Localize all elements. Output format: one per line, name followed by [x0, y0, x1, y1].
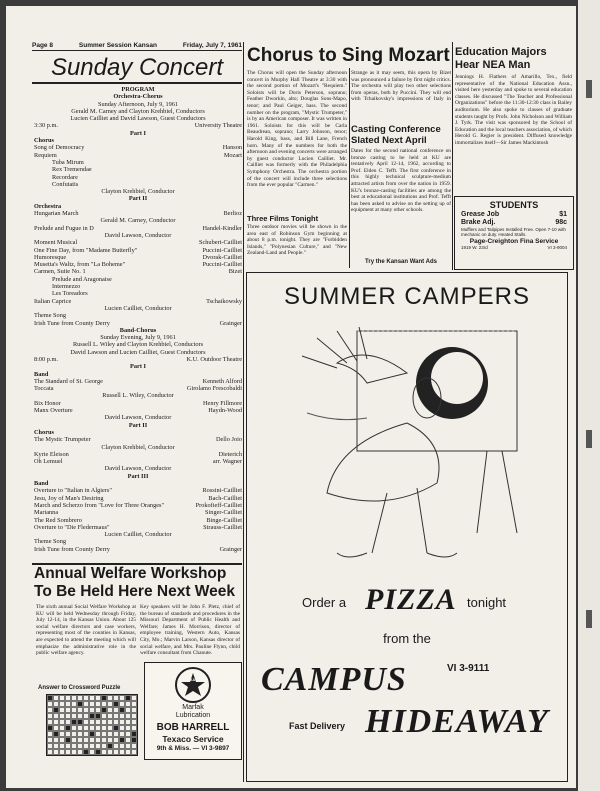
section-conductor: Russell L. Wiley, Conductor: [102, 392, 174, 400]
program-conductors: Gerald M. Carney and Clayton Krehbiel, Conductors: [71, 107, 205, 115]
summer-campers-ad: [246, 272, 568, 782]
students-row-1: [455, 210, 573, 219]
students-small: Mufflers and Tailpipes Installed Free. Open 7-10 with mechanic on duty. Heated Stalls.: [461, 227, 566, 238]
program-time-place: [34, 356, 242, 363]
section-conductor: Lucien Cailliet, Conductor: [104, 531, 172, 539]
program-item: [34, 254, 242, 261]
texaco-address: 9th & Miss. — VI 3-9897: [156, 745, 230, 752]
texaco-service: Texaco Service: [162, 734, 224, 744]
tonight-text: tonight: [467, 595, 507, 610]
program-guest-conductors: Lucien Cailliet and David Lawson, Guest Conductors: [70, 115, 206, 123]
section-heading: Band: [34, 480, 49, 488]
program-movement: Les Toreadors: [52, 290, 88, 298]
section-conductor: Clayton Krehbiel, Conductor: [101, 188, 175, 196]
program-composer: Hanson: [222, 144, 242, 152]
program-composer: Strauss-Cailliet: [203, 523, 242, 531]
program-conductors: Russell L. Wiley and Clayton Krehbiel, Conductors: [72, 341, 204, 349]
program-piece: The Standard of St. George: [34, 377, 103, 385]
part-heading: Part I: [130, 363, 146, 371]
welfare-headline-2: To Be Held Here Next Week: [34, 583, 235, 600]
section-conductor: Gerald M. Carney, Conductor: [100, 217, 176, 225]
texaco-line1: Marfak: [182, 704, 204, 711]
program-piece: Kyrie Eleison: [34, 450, 69, 458]
program-item: [34, 487, 242, 494]
program-composer: Mozart: [223, 151, 242, 159]
program-piece: Song of Democracy: [34, 144, 85, 152]
program-piece: Requiem: [34, 151, 57, 159]
program-piece: Musetta's Waltz, from "La Boheme": [34, 261, 126, 269]
program-piece: Humoresque: [34, 253, 67, 261]
students-title: STUDENTS: [489, 200, 539, 210]
program-composer: Berlioz: [223, 210, 242, 218]
program-label: PROGRAM: [121, 86, 155, 93]
program-composer: Puccini-Cailliet: [202, 246, 242, 254]
program-item: [34, 451, 242, 458]
program-subtitle: Band-Chorus: [119, 326, 157, 334]
texaco-brand: TEXACO: [184, 677, 202, 682]
program-composer: Tschaikowsky: [206, 297, 242, 305]
program-piece: March and Scherzo from "Love for Three Oranges": [34, 501, 165, 509]
part-heading: Part I: [130, 129, 146, 137]
casting-text: Dates for the second national conference on bronze casting to be held at KU are tentatively April 12-14, 1962, according to Prof. Elden C. Tefft. The first conference in this highly technical sculpture-medium attracted artists from over the nation in 1959. KU's bronze-casting facilities are among the best at educational institutions and Prof. Tefft has been asked to advise on the setting up of equipment at many other schools.: [351, 148, 451, 214]
program-composer: Henry Fillmore: [203, 399, 242, 407]
program-item: [34, 320, 242, 327]
program-piece: Manx Overture: [34, 407, 73, 415]
page-header: [32, 42, 242, 51]
section-heading: Chorus: [34, 428, 54, 436]
delivery-text: Fast Delivery: [289, 721, 346, 731]
program-piece: Carmen, Suite No. 1: [34, 268, 86, 276]
program-movement: Confutatis: [52, 180, 79, 188]
students-phone: VI 3-9004: [547, 245, 567, 251]
films-text: Three outdoor movies will be shown in the area east of Robinson Gym beginning at about 8 p.m. tonight. They are "Forbidden Islands," "Polynesian Culture," and "New Zealand-Land and People.": [247, 224, 347, 257]
part-heading: Part II: [128, 421, 148, 429]
students-row-2-item: Brake Adj.: [461, 219, 496, 226]
program-movement: Intermezzo: [52, 283, 81, 291]
pizza-text: PIZZA: [365, 583, 457, 616]
crossword-grid: [46, 694, 138, 756]
section-heading: Band: [34, 370, 49, 378]
crossword-cell: [131, 749, 137, 755]
casting-headline: Casting Conference Slated Next April: [351, 124, 441, 146]
program-item: [34, 502, 242, 509]
program-item: [34, 407, 242, 414]
program-movement: Rex Tremendae: [52, 166, 92, 174]
concert-program: [34, 86, 242, 553]
program-place: University Theatre: [194, 122, 242, 130]
program-composer: Singer-Cailliet: [205, 509, 242, 517]
program-item: [34, 298, 242, 305]
column-rule-3: [452, 42, 453, 270]
program-composer: Grainger: [219, 319, 242, 327]
program-movement: Prelude and Aragonaise: [52, 275, 112, 283]
program-composer: Girolamo Frescobaldi: [186, 385, 242, 393]
welfare-col-2: Key speakers will be John F. Pletz, chief of the bureau of standards and procedures in the Missouri Department of Public Health and Welfare; James H. Morrison, director of employee training, Western Auto, Kansas City, Mo.; Marvin Larson, Kansas director of social welfare, and Mrs. Pauline Flynn, child welfare consultant from Chanute.: [140, 604, 240, 657]
program-composer: Bach-Cailliet: [208, 494, 242, 502]
edge-mark: [586, 80, 592, 98]
program-piece: Jesu, Joy of Man's Desiring: [34, 494, 104, 502]
program-composer: Grainger: [219, 545, 242, 553]
students-row-1-item: Grease Job: [461, 211, 500, 218]
summer-title: SUMMER CAMPERS: [283, 283, 531, 310]
program-composer: Haydn-Wood: [208, 407, 242, 415]
program-composer: Dvorak-Cailliet: [202, 253, 242, 261]
section-conductor: Lucien Cailliet, Conductor: [104, 304, 172, 312]
program-piece: Toccata: [34, 385, 54, 393]
pizza-phone: VI 3-9111: [447, 663, 490, 674]
section-conductor: David Lawson, Conductor: [104, 465, 172, 473]
program-item: [34, 524, 242, 531]
program-item: [34, 546, 242, 553]
program-movement: Tuba Mirum: [52, 158, 84, 166]
program-piece: Moment Musical: [34, 239, 78, 247]
camper-drawing: [287, 323, 537, 573]
program-item: [34, 210, 242, 217]
students-name: Page-Creighton Fina Service: [469, 238, 559, 246]
program-composer: Bizet: [228, 268, 242, 276]
edge-mark: [586, 610, 592, 628]
program-date: Sunday Evening, July 9, 1961: [100, 334, 176, 342]
program-piece: Irish Tune from County Derry: [34, 545, 110, 553]
program-piece: The Mystic Trumpeter: [34, 436, 91, 444]
column-rule-2: [349, 68, 350, 268]
program-item: [34, 239, 242, 246]
program-composer: Dieterich: [218, 450, 242, 458]
program-item: [34, 400, 242, 407]
students-ad: [454, 196, 574, 270]
program-item: [34, 436, 242, 443]
page-number: Page 8: [32, 42, 53, 49]
program-piece: Oh Lemuel: [34, 458, 63, 466]
program-piece: Bix Honor: [34, 399, 61, 407]
program-composer: Puccini-Cailliet: [202, 261, 242, 269]
program-piece: Overture to "Die Fledermaus": [34, 523, 110, 531]
column-rule: [243, 42, 244, 782]
program-subtitle: Orchestra-Chorus: [113, 93, 163, 101]
program-piece: Overture to "Italian in Algiers": [34, 487, 112, 495]
from-the-text: from the: [383, 631, 431, 646]
section-conductor: David Lawson, Conductor: [104, 414, 172, 422]
edge-mark: [586, 430, 592, 448]
program-composer: arr. Wagner: [212, 458, 242, 466]
campus-text: CAMPUS: [261, 661, 407, 698]
program-item: [34, 261, 242, 268]
program-composer: Kenneth Alford: [202, 377, 242, 385]
education-headline: Education Majors Hear NEA Man: [455, 46, 547, 71]
program-time-place: [34, 122, 242, 129]
program-item: [34, 247, 242, 254]
adjacent-page-edge: [578, 0, 600, 791]
films-headline: Three Films Tonight: [247, 214, 319, 223]
program-item: [34, 385, 242, 392]
students-row-2-price: 98c: [555, 219, 567, 226]
program-item: [34, 509, 242, 516]
texaco-ad: [144, 662, 242, 760]
program-piece: The Red Sombrero: [34, 516, 82, 524]
part-heading: Part III: [127, 472, 149, 480]
program-guest-conductors: David Lawson and Lucien Cailliet, Guest Conductors: [70, 348, 206, 356]
order-text: Order a: [302, 595, 347, 610]
section-conductor: Clayton Krehbiel, Conductor: [101, 443, 175, 451]
theme-song: Theme Song: [34, 312, 67, 320]
program-piece: Italian Caprice: [34, 297, 72, 305]
section-heading: Orchestra: [34, 202, 62, 210]
program-piece: Irish Tune from County Derry: [34, 319, 110, 327]
chorus-col-2: Strange as it may seem, this opera by Bizet was pronounced a failure by first night critics. The orchestra will play two other selections from operas, both by Puccini. They will end with Tchaikovsky's impressions of Italy in: [351, 70, 451, 102]
chorus-col-1: The Chorus will open the Sunday afternoon concert in Murphy Hall Theatre at 3:30 with the second portion of Mozart's "Requiem." Soloists will be Doris Peterson, soprano; Feather Dworkin, alto; Douglas Sons-Mapo, tenor; and Paul Geiger, bass. The second number on the program, "Mystic Trumpeter," is by an American composer. It was written in 1961. Soloists for this will be Carla Beaudrean, soprano; Larry Johnson, tenor; Harold King, bass, and Bill Lane, French horn. Many of the numbers for both the afternoon and evening concerts were arranged by guest conductor Lucien Cailliet. Mr. Cailliet was formerly with the Philadelphia Symphony Orchestra. The orchestra portion of the concert will include three selections from the ever popular "Carmen.": [247, 70, 347, 189]
students-contact: [455, 245, 573, 250]
welfare-col-1: The sixth annual Social Welfare Workshop at KU will be held Wednesday through Friday, July 12-14, in the Kansas Union. About 125 social welfare directors and case workers, representing most of the counties in Kansas, are expected to attend the meeting which will emphasize the administrative role in the public welfare agency.: [36, 604, 136, 657]
section-conductor: David Lawson, Conductor: [104, 231, 172, 239]
program-time: 3:30 p.m.: [34, 122, 58, 130]
program-item: [34, 225, 242, 232]
chorus-headline: Chorus to Sing Mozart: [247, 45, 450, 66]
students-row-2: [455, 219, 573, 226]
crossword-label: Answer to Crossword Puzzle: [38, 685, 121, 691]
newspaper-page: [6, 6, 576, 788]
program-place: K.U. Outdoor Theatre: [186, 355, 242, 363]
theme-song: Theme Song: [34, 538, 67, 546]
program-time: 8:00 p.m.: [34, 355, 58, 363]
paper-name: Summer Session Kansan: [78, 42, 157, 49]
sunday-concert-title: Sunday Concert: [32, 54, 242, 84]
program-piece: One Fine Day, from "Madame Butterfly": [34, 246, 138, 254]
section-heading: Chorus: [34, 137, 54, 145]
issue-date: Friday, July 7, 1961: [182, 42, 242, 49]
welfare-headline-1: Annual Welfare Workshop: [34, 565, 227, 582]
education-text: Jennings H. Flathers of Amarillo, Tex., field representative of the National Education Assn., visited here yesterday and spoke to several education classes. He discussed "The Teacher and Professional Organizations" before the 11:30-12:30 class in Bailey auditorium. He also spoke to classes of graduate students taught by Profs. John Nicholson and William J. Tyrk. The visit was sponsored by the School of Education and the local teachers association, of which Herold G. Regier is president. Diffused knowledge immortalizes itself—Sir James Mackintosh: [455, 74, 572, 146]
program-item: [34, 152, 242, 159]
students-row-1-price: $1: [559, 211, 567, 218]
program-item: [34, 495, 242, 502]
program-piece: Marianna: [34, 509, 59, 517]
program-piece: Hungarian March: [34, 210, 79, 218]
program-item: [34, 144, 242, 151]
program-piece: Prelude and Fugue in D: [34, 224, 94, 232]
program-movement: Recordare: [52, 173, 78, 181]
program-composer: Schubert-Cailliet: [198, 239, 242, 247]
part-heading: Part II: [128, 195, 148, 203]
program-item: [34, 378, 242, 385]
program-composer: Handel-Kindler: [202, 224, 242, 232]
want-ads-line: Try the Kansan Want Ads: [365, 259, 437, 265]
program-date: Sunday Afternoon, July 9, 1961: [97, 100, 179, 108]
program-item: [34, 458, 242, 465]
texaco-line2: Lubrication: [175, 712, 211, 719]
program-item: [34, 517, 242, 524]
hideaway-text: HIDEAWAY: [365, 703, 549, 740]
program-composer: Prokofieff-Cailliet: [195, 501, 242, 509]
program-item: [34, 268, 242, 275]
program-composer: Dello Joio: [215, 436, 242, 444]
texaco-name: BOB HARRELL: [156, 722, 230, 733]
program-composer: Binge-Cailliet: [206, 516, 242, 524]
program-composer: Rossini-Cailliet: [202, 487, 242, 495]
students-address: 1919 W. 23rd: [461, 245, 488, 251]
